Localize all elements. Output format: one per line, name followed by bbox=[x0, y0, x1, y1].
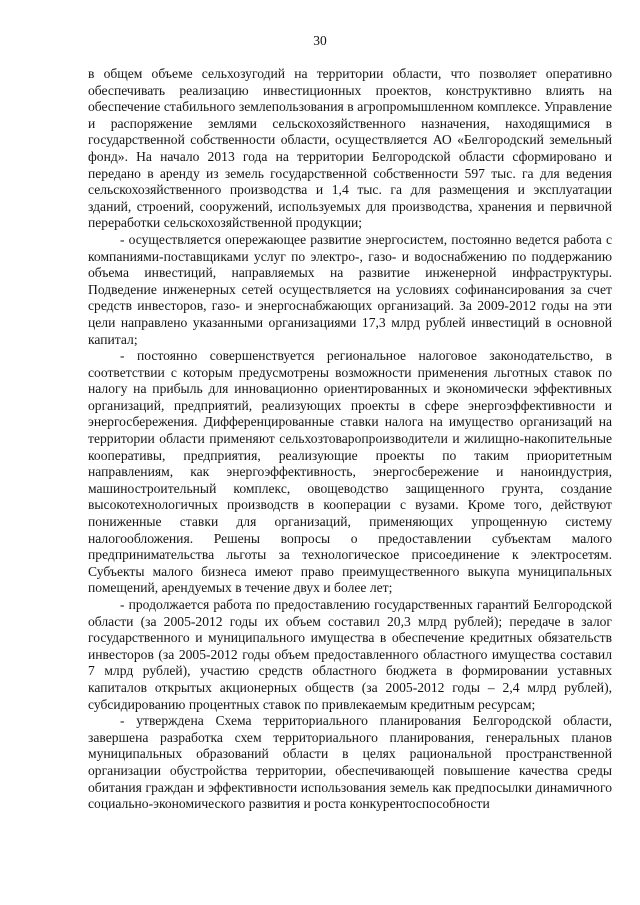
paragraph-state-guarantees: - продолжается работа по предоставлению государственных гарантий Белгородской области (за 2005-2012 годы их объем составил 20,3 млрд рублей); передаче в залог государственного и муниципального имущества в обеспечение кредитных обязательств инвесторов (за 2005-2012 годы объем предоставленного областного имущества составил 7 млрд рублей), участию средств областного бюджета в формировании уставных капиталов открытых акционерных обществ (за 2005-2012 годы – 2,4 млрд рублей), субсидированию процентных ставок по привлекаемым кредитным ресурсам; bbox=[88, 597, 612, 712]
paragraph-tax-legislation: - постоянно совершенствуется региональное налоговое законодательство, в соответствии с которым предусмотрены возможности применения льготных ставок по налогу на прибыль для инновационно ориентированных и экономически эффективных организаций, предприятий, реализующих проекты в сфере энергоэффективности и энергосбережения. Дифференцированные ставки налога на имущество организаций на территории области применяют сельхозтоваропроизводители и жилищно-накопительные кооперативы, предприятия, реализующие проекты по таким приоритетным направлениям, как энергоэффективность, энергосбережение и наноиндустрия, машиностроительный комплекс, овощеводство защищенного грунта, создание высокотехнологичных производств в кооперации с вузами. Кроме того, действуют пониженные ставки для организаций, применяющих упрощенную систему налогообложения. Решены вопросы о предоставлении субъектам малого предпринимательства льготы за технологическое присоединение к электросетям. Субъекты малого бизнеса имеют право преимущественного выкупа муниципальных помещений, арендуемых в течение двух и более лет; bbox=[88, 348, 612, 596]
paragraph-land-use: в общем объеме сельхозугодий на территории области, что позволяет оперативно обеспечивать реализацию инвестиционных проектов, конструктивно влиять на обеспечение стабильного землепользования в агропромышленном комплексе. Управление и распоряжение землями сельскохозяйственного назначения, находящимися в государственной собственности области, осуществляется АО «Белгородский земельный фонд». На начало 2013 года на территории Белгородской области сформировано и передано в аренду из земель государственной собственности 597 тыс. га для ведения сельскохозяйственного производства и 1,4 тыс. га для размещения и эксплуатации зданий, строений, сооружений, используемых для производства, хранения и первичной переработки сельскохозяйственной продукции; bbox=[88, 66, 612, 231]
paragraph-energy-systems: - осуществляется опережающее развитие энергосистем, постоянно ведется работа с компаниями-поставщиками услуг по электро-, газо- и водоснабжению по поддержанию объема инвестиций, направляемых на развитие инженерной инфраструктуры. Подведение инженерных сетей осуществляется на условиях софинансирования за счет средств инвесторов, газо- и энергоснабжающих организаций. За 2009-2012 годы на эти цели направлено указанными организациями 17,3 млрд рублей инвестиций в основной капитал; bbox=[88, 231, 612, 347]
document-body bbox=[88, 66, 612, 813]
page-number: 30 bbox=[313, 33, 327, 48]
paragraph-territorial-planning: - утверждена Схема территориального планирования Белгородской области, завершена разработка схем территориального планирования, генеральных планов муниципальных образований области в целях рациональной пространственной организации обустройства территории, обеспечивающей повышение качества среды обитания граждан и эффективности использования земель как предпосылки динамичного социально-экономического развития и роста конкурентоспособности bbox=[88, 713, 612, 812]
